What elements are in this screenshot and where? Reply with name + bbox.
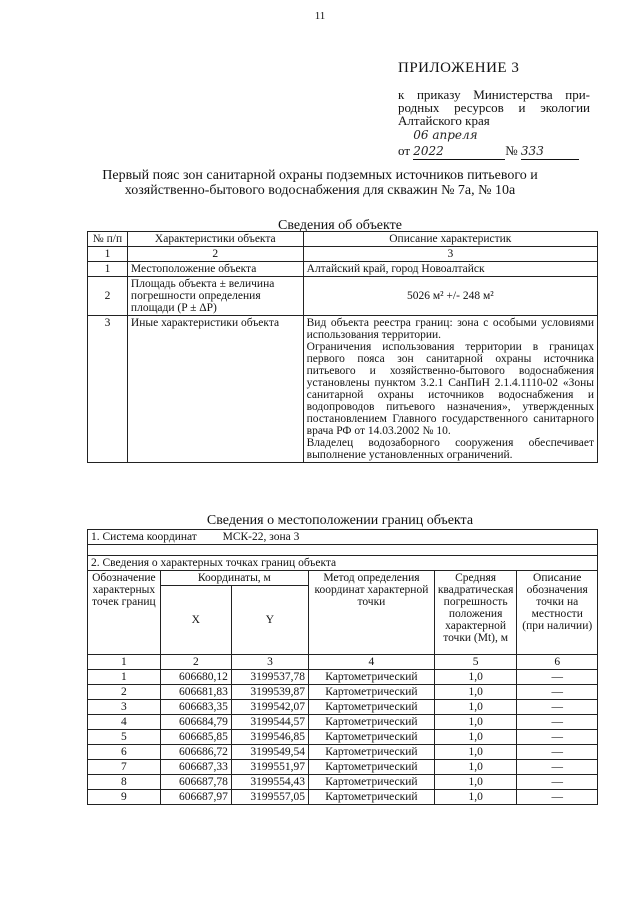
coord-y: 3199544,57: [231, 715, 308, 730]
characteristic-description: 5026 м² +/- 248 м²: [303, 277, 597, 316]
description-paragraph: Ограничения использования территории в границах первого пояса зон санитарной охраны источника питьевого и хозяйственно-бытового водоснабжения установлены пунктом 3.2.1 СанПиН 2.1.4.1110-02 «Зоны санитарной охраны источников водоснабжения и водопроводов питьевого назначения», утвержденных постановлением Главного государственного санитарного врача РФ от 14.03.2002 № 10.: [306, 341, 594, 437]
column-number: 3: [231, 655, 308, 670]
column-number: 1: [88, 247, 128, 262]
order-reference: [398, 88, 590, 127]
point-description: —: [517, 760, 598, 775]
table-row: [88, 262, 598, 277]
spacer-row: [88, 545, 598, 556]
column-number: 5: [434, 655, 517, 670]
point-number: 1: [88, 670, 161, 685]
point-number: 9: [88, 790, 161, 805]
coord-x: 606681,83: [160, 685, 231, 700]
point-number: 6: [88, 745, 161, 760]
header-cell: Характеристики объекта: [127, 232, 303, 247]
point-number: 5: [88, 730, 161, 745]
coord-x: 606684,79: [160, 715, 231, 730]
characteristic-description: [303, 316, 597, 463]
mean-error: 1,0: [434, 790, 517, 805]
table-row: [88, 316, 598, 463]
header-cell: Описание характеристик: [303, 232, 597, 247]
appendix-label: ПРИЛОЖЕНИЕ 3: [398, 60, 520, 76]
coordinate-system-row: [88, 530, 598, 545]
point-description: —: [517, 670, 598, 685]
points-body: [88, 670, 598, 805]
coord-x: 606686,72: [160, 745, 231, 760]
header-cell-x: X: [160, 586, 231, 655]
table-row: [88, 700, 598, 715]
row-number: 3: [88, 316, 128, 463]
mean-error: 1,0: [434, 730, 517, 745]
coordinate-system-label: 1. Система координат: [91, 531, 197, 543]
characteristic-name: Площадь объекта ± величина погрешности определения площади (P ± ΔP): [127, 277, 303, 316]
coord-x: 606687,33: [160, 760, 231, 775]
mean-error: 1,0: [434, 700, 517, 715]
point-description: —: [517, 700, 598, 715]
column-number: 6: [517, 655, 598, 670]
column-number: 2: [160, 655, 231, 670]
mean-error: 1,0: [434, 670, 517, 685]
method: Картометрический: [309, 775, 435, 790]
object-info-heading: Сведения об объекте: [278, 218, 402, 233]
section-label: 2. Сведения о характерных точках границ объекта: [88, 556, 598, 571]
coordinate-system-value: МСК-22, зона 3: [222, 531, 300, 543]
point-description: —: [517, 790, 598, 805]
header-cell-y: Y: [231, 586, 308, 655]
table-row: [88, 790, 598, 805]
section-row: [88, 556, 598, 571]
spacer-cell: [88, 545, 598, 556]
order-line: родных ресурсов и экологии: [398, 100, 590, 115]
description-paragraph: Владелец водозаборного сооружения обеспечивает выполнение установленных ограничений.: [306, 437, 594, 461]
object-info-table: [87, 231, 598, 463]
table-row: [88, 685, 598, 700]
coord-y: 3199557,05: [231, 790, 308, 805]
table-header-row: [88, 232, 598, 247]
mean-error: 1,0: [434, 715, 517, 730]
point-number: 4: [88, 715, 161, 730]
row-number: 2: [88, 277, 128, 316]
description-paragraph: Вид объекта реестра границ: зона с особыми условиями использования территории.: [306, 317, 594, 341]
coord-x: 606683,35: [160, 700, 231, 715]
table-row: [88, 775, 598, 790]
method: Картометрический: [309, 700, 435, 715]
table-row: [88, 670, 598, 685]
column-number: 4: [309, 655, 435, 670]
from-prefix: от: [398, 143, 411, 158]
method: Картометрический: [309, 730, 435, 745]
coord-x: 606687,78: [160, 775, 231, 790]
coord-x: 606685,85: [160, 730, 231, 745]
column-number-row: [88, 655, 598, 670]
coord-y: 3199549,54: [231, 745, 308, 760]
column-number: 3: [303, 247, 597, 262]
header-cell: Описание обозначения точки на местности (при наличии): [517, 571, 598, 655]
method: Картометрический: [309, 745, 435, 760]
point-number: 7: [88, 760, 161, 775]
characteristic-description: Алтайский край, город Новоалтайск: [303, 262, 597, 277]
table-row: [88, 715, 598, 730]
mean-error: 1,0: [434, 745, 517, 760]
method: Картометрический: [309, 790, 435, 805]
characteristic-name: Иные характеристики объекта: [127, 316, 303, 463]
header-cell: Координаты, м: [160, 571, 308, 586]
coordinate-system-cell: [88, 530, 598, 545]
handwritten-date: 06 апреля 2022: [413, 128, 478, 158]
coord-y: 3199554,43: [231, 775, 308, 790]
header-cell: Средняя квадратическая погрешность положения характерной точки (Mt), м: [434, 571, 517, 655]
location-table: [87, 529, 598, 805]
page-number: 11: [314, 10, 326, 22]
coord-y: 3199537,78: [231, 670, 308, 685]
method: Картометрический: [309, 685, 435, 700]
column-number-row: [88, 247, 598, 262]
column-number: 1: [88, 655, 161, 670]
number-prefix: №: [505, 143, 518, 158]
coord-y: 3199539,87: [231, 685, 308, 700]
coord-x: 606687,97: [160, 790, 231, 805]
point-number: 3: [88, 700, 161, 715]
method: Картометрический: [309, 715, 435, 730]
characteristic-name: Местоположение объекта: [127, 262, 303, 277]
table-row: [88, 730, 598, 745]
point-description: —: [517, 775, 598, 790]
location-heading: Сведения о местоположении границ объекта: [206, 513, 474, 528]
point-description: —: [517, 730, 598, 745]
table-row: [88, 760, 598, 775]
coord-x: 606680,12: [160, 670, 231, 685]
table-header-row: [88, 571, 598, 586]
mean-error: 1,0: [434, 760, 517, 775]
coord-y: 3199546,85: [231, 730, 308, 745]
point-description: —: [517, 745, 598, 760]
order-date-number: [398, 127, 598, 160]
table-row: [88, 745, 598, 760]
row-number: 1: [88, 262, 128, 277]
document-title: Первый пояс зон санитарной охраны подземных источников питьевого и хозяйственно-бытового водоснабжения для скважин № 7а, № 10а: [102, 168, 538, 198]
coord-y: 3199542,07: [231, 700, 308, 715]
header-cell: № п/п: [88, 232, 128, 247]
point-description: —: [517, 715, 598, 730]
coord-y: 3199551,97: [231, 760, 308, 775]
method: Картометрический: [309, 760, 435, 775]
mean-error: 1,0: [434, 685, 517, 700]
point-number: 8: [88, 775, 161, 790]
mean-error: 1,0: [434, 775, 517, 790]
header-cell: Обозначение характерных точек границ: [88, 571, 161, 655]
point-number: 2: [88, 685, 161, 700]
point-description: —: [517, 685, 598, 700]
table-row: [88, 277, 598, 316]
order-line: Алтайского края: [398, 113, 490, 128]
header-cell: Метод определения координат характерной точки: [309, 571, 435, 655]
column-number: 2: [127, 247, 303, 262]
handwritten-number: 333: [520, 144, 544, 158]
order-line: к приказу Министерства при-: [398, 87, 590, 102]
method: Картометрический: [309, 670, 435, 685]
